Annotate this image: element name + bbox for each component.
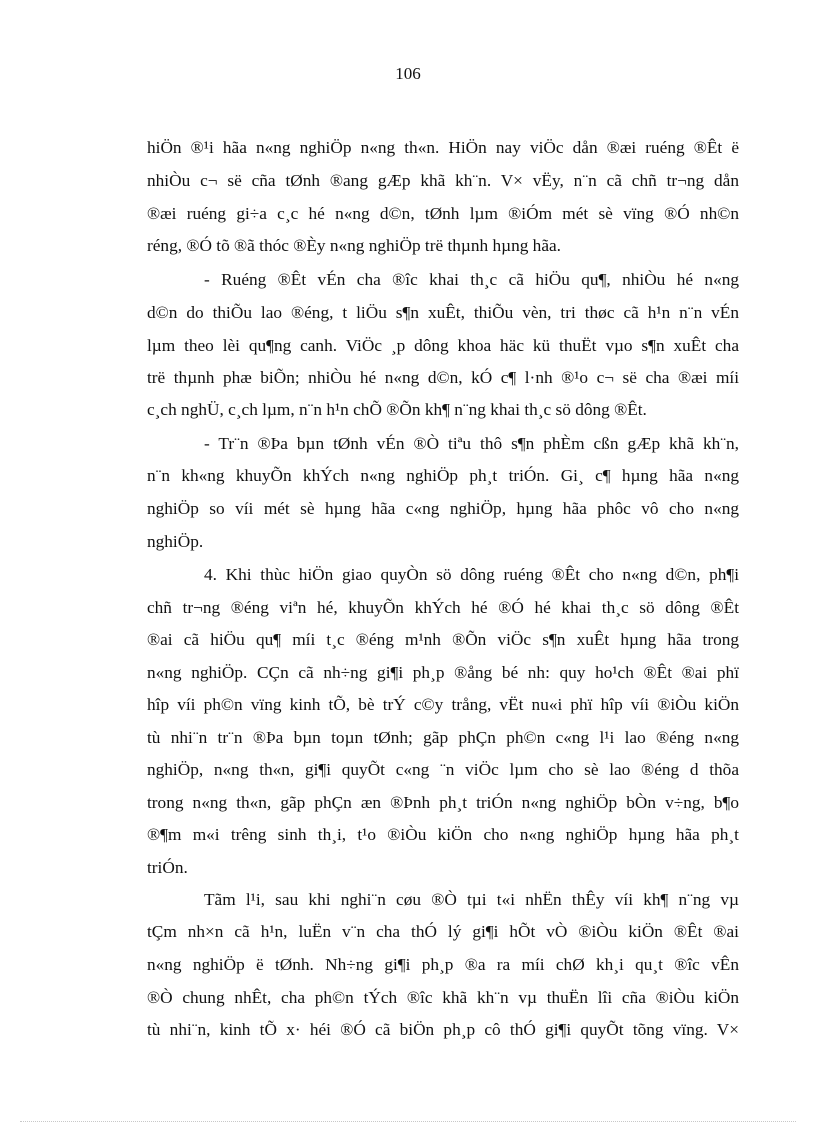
paragraph-5-line-2: tÇm nh×n cã h¹n, luËn v¨n cha thÓ lý gi¶i hÕt vÒ ®iÒu kiÖn ®Êt ®ai [147, 922, 739, 941]
paragraph-1-line-3: ®æi ruéng gi÷a c¸c hé n«ng d©n, tØnh lµm ®iÓm mét sè vïng ®Ó nh©n [147, 204, 739, 223]
paragraph-3-line-2: n¨n kh«ng khuyÕn khÝch n«ng nghiÖp ph¸t triÓn. Gi¸ c¶ hµng hãa n«ng [147, 466, 739, 485]
paragraph-4-line-4: n«ng nghiÖp. CÇn cã nh÷ng gi¶i ph¸p ®ång bé nh: quy ho¹ch ®Êt ®ai phï [147, 663, 739, 682]
paragraph-1-line-4: réng, ®Ó tõ ®ã thóc ®Èy n«ng nghiÖp trë thµnh hµng hãa. [147, 236, 561, 255]
paragraph-4-line-7: nghiÖp, n«ng th«n, gi¶i quyÕt c«ng ¨n viÖc lµm cho sè lao ®éng d thõa [147, 760, 739, 779]
paragraph-2-line-3: lµm theo lèi qu¶ng canh. ViÖc ¸p dông khoa häc kü thuËt vµo s¶n xuÊt cha [147, 336, 739, 355]
page-bottom-divider [20, 1121, 796, 1122]
paragraph-4-line-3: ®ai cã hiÖu qu¶ míi t¸c ®éng m¹nh ®Õn viÖc s¶n xuÊt hµng hãa trong [147, 630, 739, 649]
paragraph-2-line-5: c¸ch nghÜ, c¸ch lµm, n¨n h¹n chÕ ®Õn kh¶ n¨ng khai th¸c sö dông ®Êt. [147, 400, 647, 419]
paragraph-5-line-1: Tãm l¹i, sau khi nghi¨n cøu ®Ò tµi t«i nhËn thÊy víi kh¶ n¨ng vµ [204, 890, 739, 909]
paragraph-3-line-4: nghiÖp. [147, 532, 204, 551]
paragraph-3-line-1: - Tr¨n ®Þa bµn tØnh vÉn ®Ò tiªu thô s¶n phÈm cßn gÆp khã kh¨n, [204, 434, 739, 453]
paragraph-4-line-5: hîp víi ph©n vïng kinh tÕ, bè trÝ c©y trång, vËt nu«i phï hîp víi ®iÒu kiÖn [147, 695, 739, 714]
paragraph-5-line-5: tù nhi¨n, kinh tÕ x· héi ®Ó cã biÖn ph¸p cô thÓ gi¶i quyÕt tõng vïng. V× [147, 1020, 739, 1039]
paragraph-1-line-1: hiÖn ®¹i hãa n«ng nghiÖp n«ng th«n. HiÖn nay viÖc dån ®æi ruéng ®Êt ë [147, 138, 739, 157]
paragraph-4-line-8: trong n«ng th«n, gãp phÇn æn ®Þnh ph¸t triÓn n«ng nghiÖp bÒn v÷ng, b¶o [147, 793, 739, 812]
paragraph-2-line-4: trë thµnh phæ biÕn; nhiÒu hé n«ng d©n, kÓ c¶ l·nh ®¹o c¬ së cha ®æi míi [147, 368, 739, 387]
paragraph-4-line-1: 4. Khi thùc hiÖn giao quyÒn sö dông ruéng ®Êt cho n«ng d©n, ph¶i [204, 565, 739, 584]
paragraph-1-line-2: nhiÒu c¬ së cña tØnh ®ang gÆp khã kh¨n. V× vËy, n¨n cã chñ tr¬ng dån [147, 171, 739, 190]
paragraph-4-line-9: ®¶m m«i trêng sinh th¸i, t¹o ®iÒu kiÖn cho n«ng nghiÖp hµng hãa ph¸t [147, 825, 739, 844]
paragraph-4-line-10: triÓn. [147, 858, 188, 877]
paragraph-5-line-4: ®Ò chung nhÊt, cha ph©n tÝch ®îc khã kh¨n vµ thuËn lîi cña ®iÒu kiÖn [147, 988, 739, 1007]
paragraph-2-line-1: - Ruéng ®Êt vÉn cha ®îc khai th¸c cã hiÖu qu¶, nhiÒu hé n«ng [204, 270, 739, 289]
page-number: 106 [395, 64, 421, 83]
paragraph-5-line-3: n«ng nghiÖp ë tØnh. Nh÷ng gi¶i ph¸p ®a ra míi chØ kh¸i qu¸t ®îc vÊn [147, 955, 739, 974]
paragraph-2-line-2: d©n do thiÕu lao ®éng, t liÖu s¶n xuÊt, thiÕu vèn, tri thøc cã h¹n n¨n vÉn [147, 303, 739, 322]
paragraph-4-line-2: chñ tr¬ng ®éng viªn hé, khuyÕn khÝch hé ®Ó hé khai th¸c sö dông ®Êt [147, 598, 739, 617]
paragraph-3-line-3: nghiÖp so víi mét sè hµng hãa c«ng nghiÖp, hµng hãa phôc vô cho n«ng [147, 499, 739, 518]
paragraph-4-line-6: tù nhi¨n tr¨n ®Þa bµn toµn tØnh; gãp phÇn ph©n c«ng l¹i lao ®éng n«ng [147, 728, 739, 747]
